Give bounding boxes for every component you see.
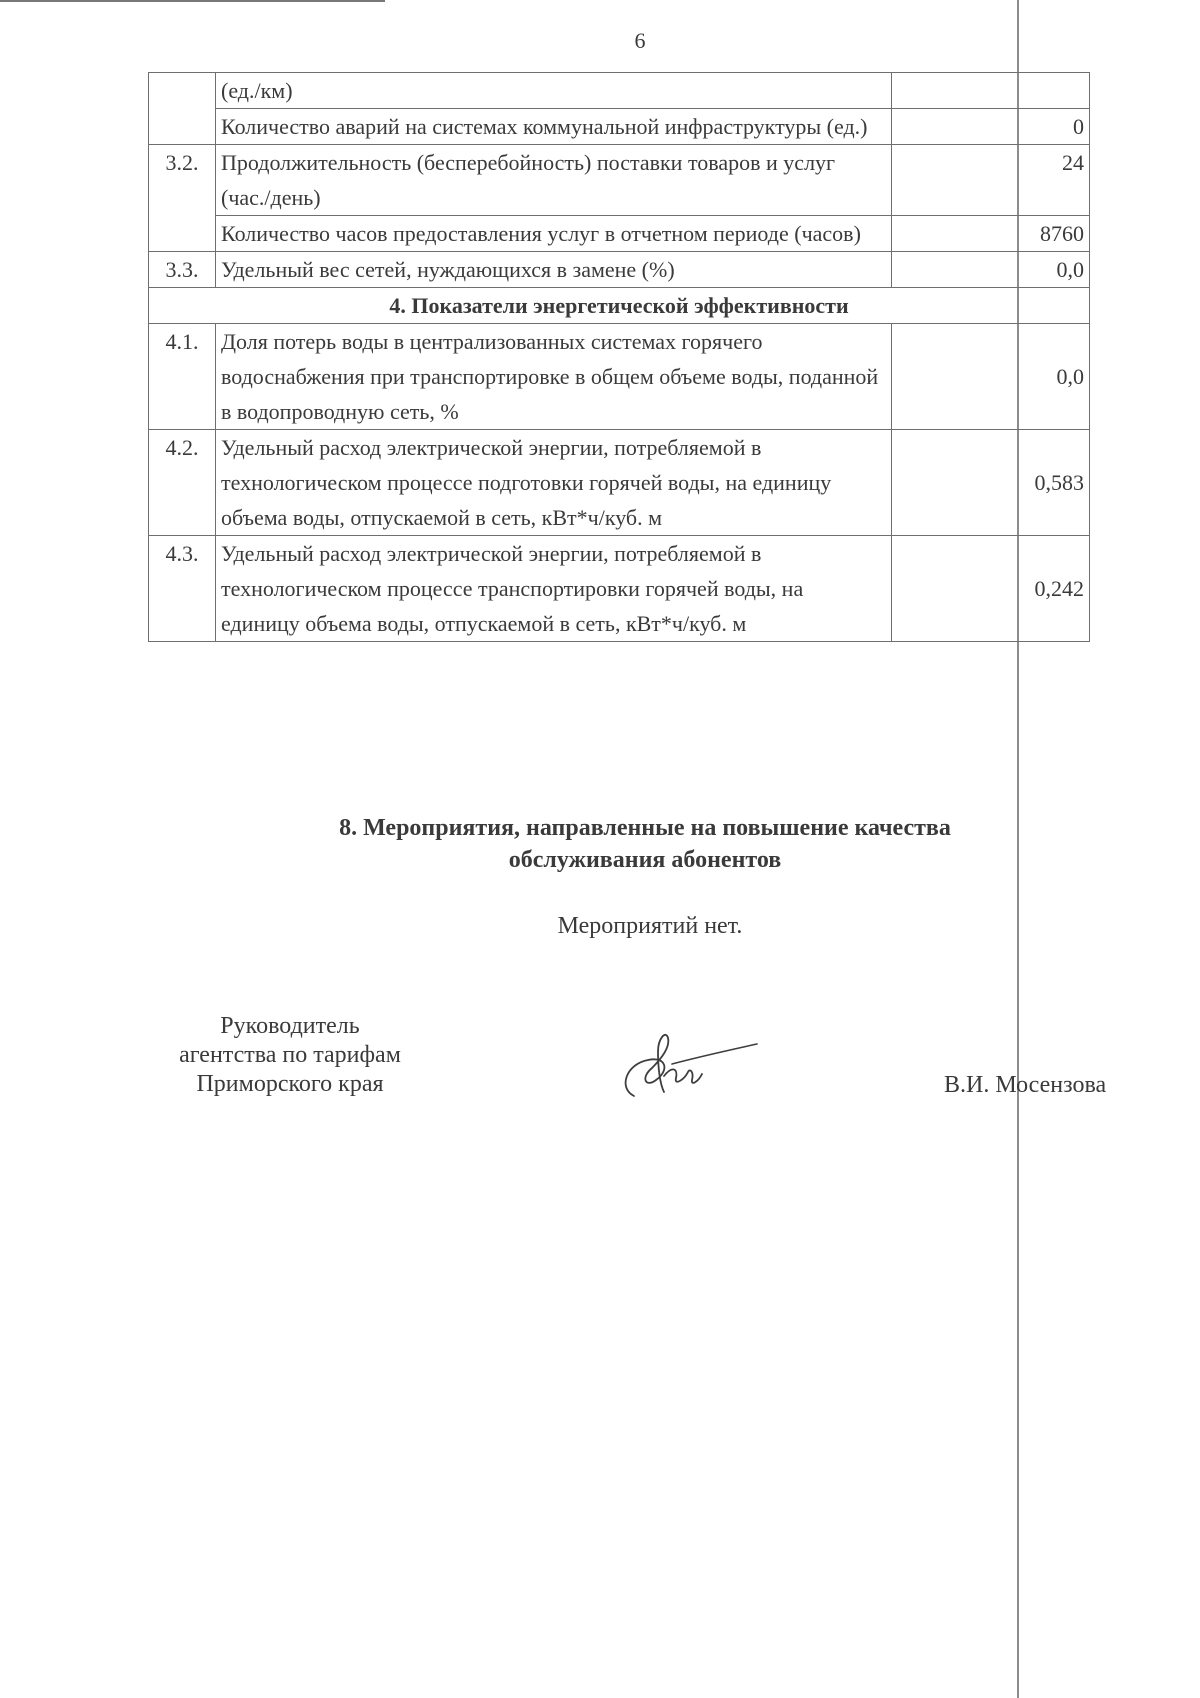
- section-8-heading-line2: обслуживания абонентов: [508, 847, 782, 873]
- table-row: [149, 73, 1090, 109]
- section-8-heading: [230, 812, 1060, 876]
- table-row: [149, 252, 1090, 288]
- signer-name: В.И. Мосензова: [944, 1072, 1107, 1098]
- table-row: [149, 536, 1090, 642]
- signer-title: [145, 1012, 435, 1099]
- page-number: 6: [634, 28, 646, 53]
- row-description: Удельный вес сетей, нуждающихся в замене (%): [216, 252, 892, 288]
- row-value: 8760: [892, 216, 1090, 252]
- row-description: Количество часов предоставления услуг в отчетном периоде (часов): [216, 216, 892, 252]
- section-8-heading-line1: 8. Мероприятия, направленные на повышение качества: [339, 815, 951, 841]
- row-number: 4.2.: [149, 430, 216, 536]
- row-number: 3.2.: [149, 145, 216, 252]
- signer-title-line1: Руководитель: [220, 1013, 360, 1039]
- section-heading: 4. Показатели энергетической эффективности: [149, 288, 1090, 324]
- row-description: Доля потерь воды в централизованных системах горячего водоснабжения при транспортировке в общем объеме воды, поданной в водопроводную сеть, %: [216, 324, 892, 430]
- row-description: Количество аварий на системах коммунальной инфраструктуры (ед.): [216, 109, 892, 145]
- row-number: 4.1.: [149, 324, 216, 430]
- row-value: 0,583: [892, 430, 1090, 536]
- table-row: [149, 109, 1090, 145]
- signer-title-line2: агентства по тарифам: [179, 1042, 401, 1068]
- table-row: [149, 216, 1090, 252]
- row-number: [149, 73, 216, 145]
- row-description: (ед./км): [216, 73, 892, 109]
- section-8-text: Мероприятий нет.: [557, 913, 743, 939]
- table-section-row: [149, 288, 1090, 324]
- table-row: [149, 324, 1090, 430]
- indicators-table: [148, 72, 1090, 642]
- row-value: 24: [892, 145, 1090, 216]
- row-value: 0,242: [892, 536, 1090, 642]
- row-value: 0,0: [892, 252, 1090, 288]
- scan-top-rule: [0, 0, 385, 2]
- row-number: 4.3.: [149, 536, 216, 642]
- signer-title-line3: Приморского края: [196, 1071, 384, 1097]
- row-value: 0,0: [892, 324, 1090, 430]
- table-row: [149, 430, 1090, 536]
- row-number: 3.3.: [149, 252, 216, 288]
- row-description: Удельный расход электрической энергии, потребляемой в технологическом процессе транспортировки горячей воды, на единицу объема воды, отпускаемой в сеть, кВт*ч/куб. м: [216, 536, 892, 642]
- row-description: Продолжительность (бесперебойность) поставки товаров и услуг (час./день): [216, 145, 892, 216]
- table-row: [149, 145, 1090, 216]
- handwritten-signature: [612, 1028, 762, 1108]
- row-description: Удельный расход электрической энергии, потребляемой в технологическом процессе подготовки горячей воды, на единицу объема воды, отпускаемой в сеть, кВт*ч/куб. м: [216, 430, 892, 536]
- row-value: [892, 73, 1090, 109]
- row-value: 0: [892, 109, 1090, 145]
